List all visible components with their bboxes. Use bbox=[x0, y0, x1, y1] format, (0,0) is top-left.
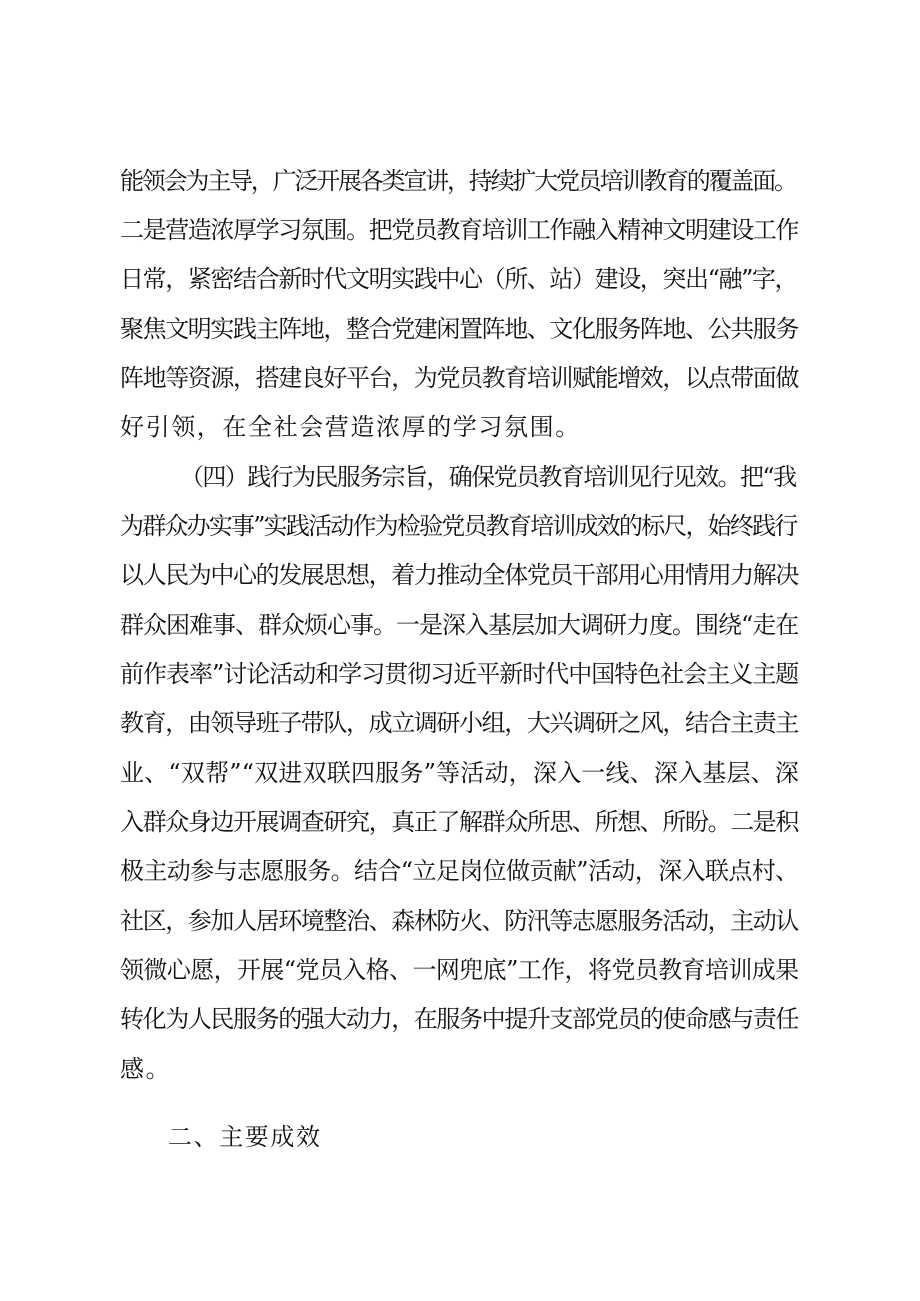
text-line: 前作表率”讨论活动和学习贯彻习近平新时代中国特色社会主义主题 bbox=[120, 660, 799, 688]
text-line: 教育，由领导班子带队，成立调研小组，大兴调研之风，结合主责主 bbox=[120, 709, 798, 737]
text-line: 二是营造浓厚学习氛围。把党员教育培训工作融入精神文明建设工作 bbox=[120, 216, 798, 244]
text-line: 为群众办实事”实践活动作为检验党员教育培训成效的标尺，始终践行 bbox=[120, 512, 797, 540]
text-line: 以人民为中心的发展思想，着力推动全体党员干部用心用情用力解决 bbox=[120, 561, 798, 589]
text-line: 入群众身边开展调查研究，真正了解群众所思、所想、所盼。二是积 bbox=[120, 808, 798, 836]
text-line: 业、“双帮”“双进双联四服务”等活动，深入一线、深入基层、深 bbox=[120, 759, 800, 787]
text-line: 日常，紧密结合新时代文明实践中心（所、站）建设，突出“融”字， bbox=[120, 265, 798, 293]
section-title: 二、主要成效 bbox=[168, 1123, 322, 1151]
text-line: 转化为人民服务的强大动力，在服务中提升支部党员的使命感与责任 bbox=[120, 1005, 798, 1033]
text-line: 感。 bbox=[120, 1055, 172, 1083]
text-line: 社区，参加人居环境整治、森林防火、防汛等志愿服务活动，主动认 bbox=[120, 907, 798, 935]
text-line: 好引领，在全社会营造浓厚的学习氛围。 bbox=[120, 413, 581, 441]
section-heading-line: （四）践行为民服务宗旨，确保党员教育培训见行见效。把“我 bbox=[180, 463, 796, 491]
text-line: 领微心愿，开展“党员入格、一网兜底”工作，将党员教育培训成果 bbox=[120, 956, 799, 984]
text-line: 能领会为主导，广泛开展各类宣讲，持续扩大党员培训教育的覆盖面。 bbox=[120, 167, 796, 195]
text-line: 群众困难事、群众烦心事。一是深入基层加大调研力度。围绕“走在 bbox=[120, 611, 799, 639]
text-line: 阵地等资源，搭建良好平台，为党员教育培训赋能增效，以点带面做 bbox=[120, 364, 798, 392]
text-line: 聚焦文明实践主阵地，整合党建闲置阵地、文化服务阵地、公共服务 bbox=[120, 315, 798, 343]
text-line: 极主动参与志愿服务。结合“立足岗位做贡献”活动，深入联点村、 bbox=[120, 857, 799, 885]
